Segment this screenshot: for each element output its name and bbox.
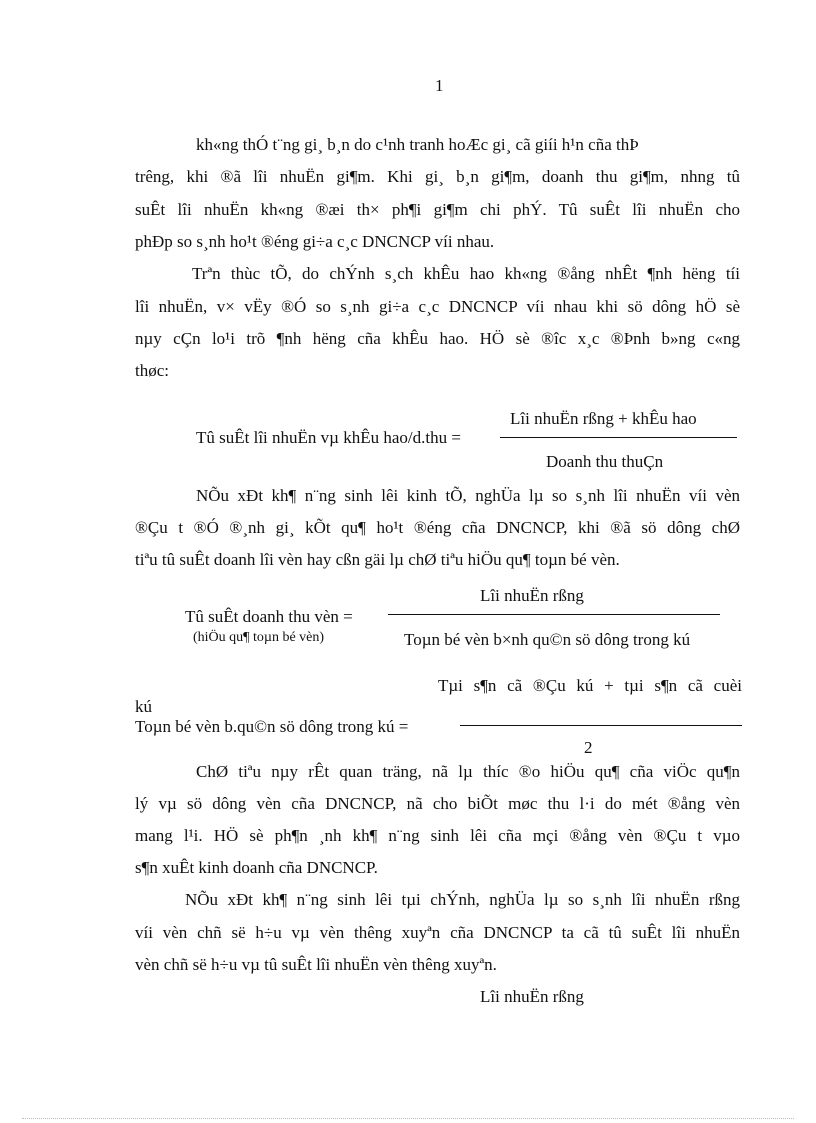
formula-2-label: Tû suÊt doanh thu vèn = (185, 607, 353, 626)
paragraph-2-line-3: nµy cÇn lo¹i trõ ¶nh hëng cña khÊu hao. HÖ sè ®îc x¸c ®Þnh b»ng c«ng (135, 329, 740, 348)
paragraph-1-line-1: kh«ng thÓ t¨ng gi¸ b¸n do c¹nh tranh hoÆc gi¸ cã giíi h¹n cña thÞ (196, 135, 639, 154)
paragraph-5-line-3: vèn chñ së h÷u vµ tû suÊt lîi nhuËn vèn thêng xuyªn. (135, 955, 497, 974)
formula-3-denominator: 2 (584, 738, 593, 757)
paragraph-4-line-4: s¶n xuÊt kinh doanh cña DNCNCP. (135, 858, 378, 877)
formula-1-fraction-bar (500, 437, 737, 438)
paragraph-1-line-4: phÐp so s¸nh ho¹t ®éng gi÷a c¸c DNCNCP víi nhau. (135, 232, 495, 251)
paragraph-4-line-1: ChØ tiªu nµy rÊt quan träng, nã lµ thíc ®o hiÖu qu¶ cña viÖc qu¶n (196, 762, 740, 781)
formula-1-denominator: Doanh thu thuÇn (546, 452, 664, 471)
paragraph-4-line-3: mang l¹i. HÖ sè ph¶n ¸nh kh¶ n¨ng sinh lêi cña mçi ®ång vèn ®Çu t vµo (135, 826, 740, 845)
page-number: 1 (435, 76, 444, 95)
formula-4-numerator: Lîi nhuËn rßng (480, 987, 584, 1006)
paragraph-2-line-1: Trªn thùc tÕ, do chÝnh s¸ch khÊu hao kh«ng ®ång nhÊt ¶nh hëng tíi (192, 264, 740, 283)
formula-2-sublabel: (hiÖu qu¶ toµn bé vèn) (193, 630, 325, 645)
page-bottom-border (22, 1118, 794, 1119)
paragraph-5-line-1: NÕu xÐt kh¶ n¨ng sinh lêi tµi chÝnh, nghÜa lµ so s¸nh lîi nhuËn rßng (185, 890, 740, 909)
formula-3-fraction-bar (460, 725, 742, 726)
paragraph-2-line-2: lîi nhuËn, v× vËy ®Ó so s¸nh gi÷a c¸c DNCNCP víi nhau khi sö dông hÖ sè (135, 297, 740, 316)
paragraph-1-line-2: trêng, khi ®ã lîi nhuËn gi¶m. Khi gi¸ b¸n gi¶m, doanh thu gi¶m, nhng tû (135, 167, 740, 186)
formula-3-numerator: Tµi s¶n cã ®Çu kú + tµi s¶n cã cuèi (438, 676, 742, 695)
formula-3-label: Toµn bé vèn b.qu©n sö dông trong kú = (135, 717, 409, 736)
paragraph-3-line-2: ®Çu t ®Ó ®¸nh gi¸ kÕt qu¶ ho¹t ®éng cña DNCNCP, khi ®ã sö dông chØ (135, 518, 740, 537)
paragraph-3-line-3: tiªu tû suÊt doanh lîi vèn hay cßn gäi lµ chØ tiªu hiÖu qu¶ toµn bé vèn. (135, 550, 620, 569)
formula-2-fraction-bar (388, 614, 720, 615)
paragraph-3-line-1: NÕu xÐt kh¶ n¨ng sinh lêi kinh tÕ, nghÜa lµ so s¸nh lîi nhuËn víi vèn (196, 486, 740, 505)
formula-2-numerator: Lîi nhuËn rßng (480, 586, 584, 605)
paragraph-4-line-2: lý vµ sö dông vèn cña DNCNCP, nã cho biÕt møc thu l·i do mét ®ång vèn (135, 794, 740, 813)
formula-3-numerator-continued: kú (135, 697, 152, 716)
formula-1-numerator: Lîi nhuËn rßng + khÊu hao (510, 409, 697, 428)
paragraph-2-line-4: thøc: (135, 361, 169, 380)
formula-1-label: Tû suÊt lîi nhuËn vµ khÊu hao/d.thu = (196, 428, 461, 447)
formula-2-denominator: Toµn bé vèn b×nh qu©n sö dông trong kú (404, 630, 691, 649)
paragraph-1-line-3: suÊt lîi nhuËn kh«ng ®æi th× ph¶i gi¶m chi phÝ. Tû suÊt lîi nhuËn cho (135, 200, 740, 219)
paragraph-5-line-2: víi vèn chñ së h÷u vµ vèn thêng xuyªn cña DNCNCP ta cã tû suÊt lîi nhuËn (135, 923, 740, 942)
